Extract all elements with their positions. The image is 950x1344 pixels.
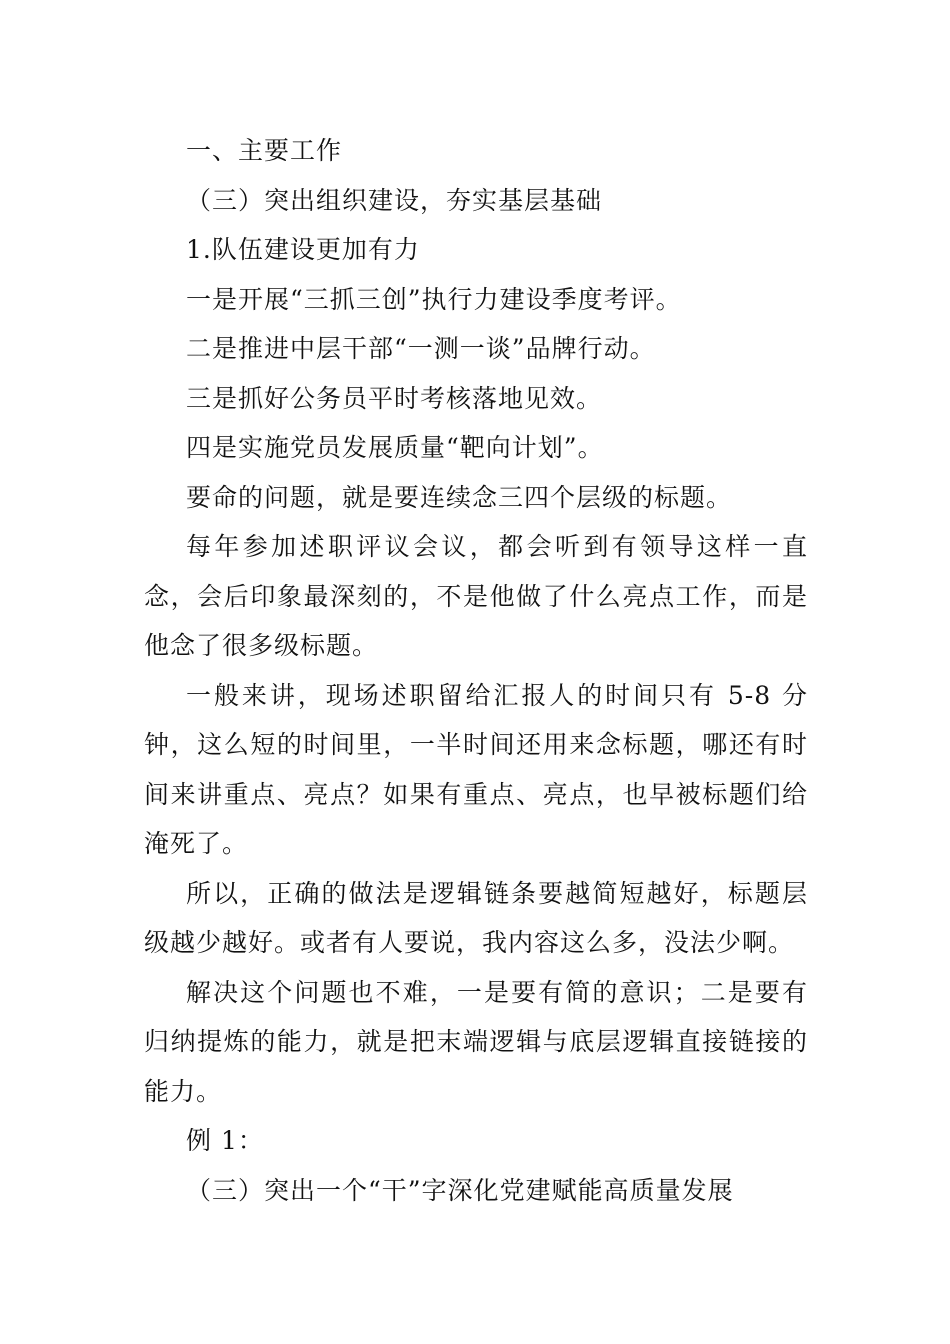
body-paragraph: 所以，正确的做法是逻辑链条要越简短越好，标题层级越少越好。或者有人要说，我内容这么多，没法少啊。 [144, 878, 808, 957]
subsection-heading: （三）突出组织建设，夯实基层基础 [186, 185, 603, 215]
body-paragraph: 要命的问题，就是要连续念三四个层级的标题。 [186, 482, 733, 512]
list-item: 三是抓好公务员平时考核落地见效。 [186, 383, 603, 413]
list-item: 二是推进中层干部“一测一谈”品牌行动。 [186, 334, 656, 363]
body-paragraph: 解决这个问题也不难，一是要有简的意识；二是要有归纳提炼的能力，就是把末端逻辑与底层逻辑直接链接的能力。 [144, 977, 808, 1106]
example-heading: （三）突出一个“干”字深化党建赋能高质量发展 [186, 1175, 734, 1205]
section-heading: 一、主要工作 [186, 136, 343, 165]
body-paragraph: 每年参加述职评议会议，都会听到有领导这样一直念，会后印象最深刻的，不是他做了什么亮点工作，而是他念了很多级标题。 [144, 532, 808, 660]
list-item: 一是开展“三抓三创”执行力建设季度考评。 [186, 284, 682, 314]
example-label: 例 1： [186, 1126, 264, 1155]
list-item: 四是实施党员发展质量“靶向计划”。 [186, 433, 604, 462]
document-body [144, 126, 808, 1215]
item-heading: 1.队伍建设更加有力 [186, 235, 420, 264]
body-paragraph: 一般来讲，现场述职留给汇报人的时间只有 5-8 分钟，这么短的时间里，一半时间还用来念标题，哪还有时间来讲重点、亮点？如果有重点、亮点，也早被标题们给淹死了。 [144, 680, 808, 858]
